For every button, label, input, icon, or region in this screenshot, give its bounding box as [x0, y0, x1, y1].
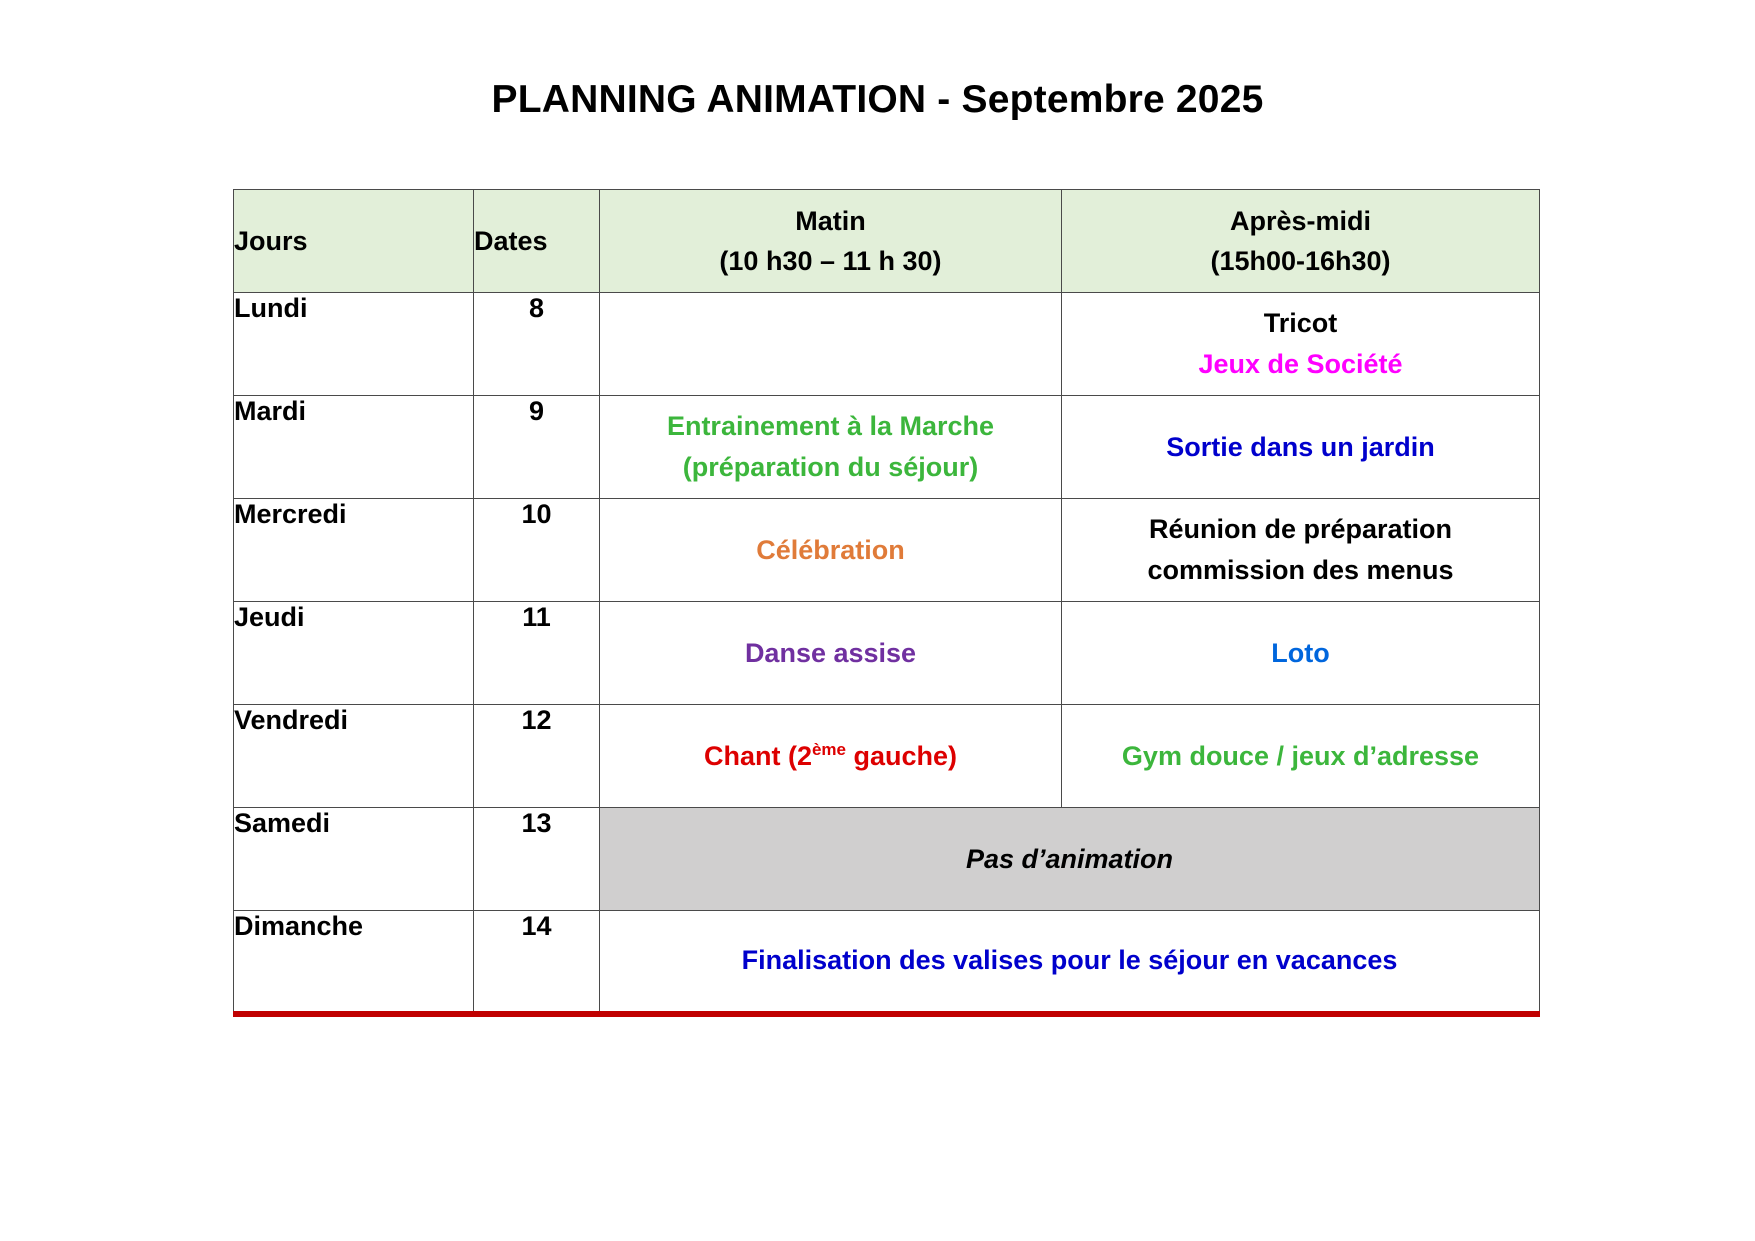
- full-day-activity-cell: [600, 808, 1540, 911]
- activity-text: Célébration: [756, 534, 905, 565]
- header-matin: [600, 190, 1062, 293]
- day-cell: Mercredi: [234, 499, 474, 602]
- planning-table: [233, 189, 1540, 1017]
- header-matin-label: Matin: [795, 206, 866, 236]
- full-day-activity-cell: [600, 911, 1540, 1014]
- date-cell: 11: [474, 602, 600, 705]
- ordinal-superscript: ème: [811, 739, 846, 759]
- table-row: [234, 808, 1540, 911]
- day-cell: Samedi: [234, 808, 474, 911]
- apres-midi-activity-cell: [1062, 499, 1540, 602]
- matin-activity-cell: [600, 396, 1062, 499]
- table-row: [234, 602, 1540, 705]
- header-apres-midi-label: Après-midi: [1229, 206, 1372, 236]
- matin-activity-cell: [600, 499, 1062, 602]
- date-cell: 12: [474, 705, 600, 808]
- activity-text: Sortie dans un jardin: [1166, 431, 1435, 462]
- day-cell: Jeudi: [234, 602, 474, 705]
- activity-text: Danse assise: [744, 637, 917, 668]
- header-jours: Jours: [234, 190, 474, 293]
- activity-text: Entrainement à la Marche: [666, 411, 995, 441]
- day-cell: Mardi: [234, 396, 474, 499]
- activity-text: Réunion de préparation: [1148, 514, 1453, 544]
- date-cell: 14: [474, 911, 600, 1014]
- day-cell: Vendredi: [234, 705, 474, 808]
- activity-text-part: gauche): [846, 740, 958, 771]
- matin-activity-cell: [600, 293, 1062, 396]
- matin-activity-cell: [600, 602, 1062, 705]
- apres-midi-activity-cell: [1062, 396, 1540, 499]
- table-row: [234, 705, 1540, 808]
- header-row: [234, 190, 1540, 293]
- header-dates: Dates: [474, 190, 600, 293]
- planning-body: [234, 293, 1540, 1014]
- activity-text-part: Chant (2: [703, 740, 812, 771]
- date-cell: 9: [474, 396, 600, 499]
- activity-text: commission des menus: [1147, 555, 1454, 585]
- activity-text: Tricot: [1263, 308, 1338, 338]
- apres-midi-activity-cell: [1062, 293, 1540, 396]
- table-row: [234, 499, 1540, 602]
- day-cell: Dimanche: [234, 911, 474, 1014]
- activity-text: Gym douce / jeux d’adresse: [1121, 740, 1480, 771]
- date-cell: 8: [474, 293, 600, 396]
- apres-midi-activity-cell: [1062, 602, 1540, 705]
- activity-text: [600, 736, 1061, 777]
- date-cell: 13: [474, 808, 600, 911]
- header-apres-midi-hours: (15h00-16h30): [1210, 246, 1391, 276]
- matin-activity-cell: [600, 705, 1062, 808]
- table-row: [234, 911, 1540, 1014]
- activity-text: Jeux de Société: [1198, 349, 1403, 379]
- page-title: PLANNING ANIMATION - Septembre 2025: [491, 78, 1264, 121]
- header-apres-midi: [1062, 190, 1540, 293]
- activity-text: Loto: [1271, 637, 1330, 668]
- table-row: [234, 293, 1540, 396]
- date-cell: 10: [474, 499, 600, 602]
- header-matin-hours: (10 h30 – 11 h 30): [719, 246, 942, 276]
- activity-text: (préparation du séjour): [682, 452, 979, 482]
- activity-text: Pas d’animation: [965, 843, 1174, 874]
- activity-text: Finalisation des valises pour le séjour en vacances: [741, 945, 1398, 976]
- apres-midi-activity-cell: [1062, 705, 1540, 808]
- day-cell: Lundi: [234, 293, 474, 396]
- table-row: [234, 396, 1540, 499]
